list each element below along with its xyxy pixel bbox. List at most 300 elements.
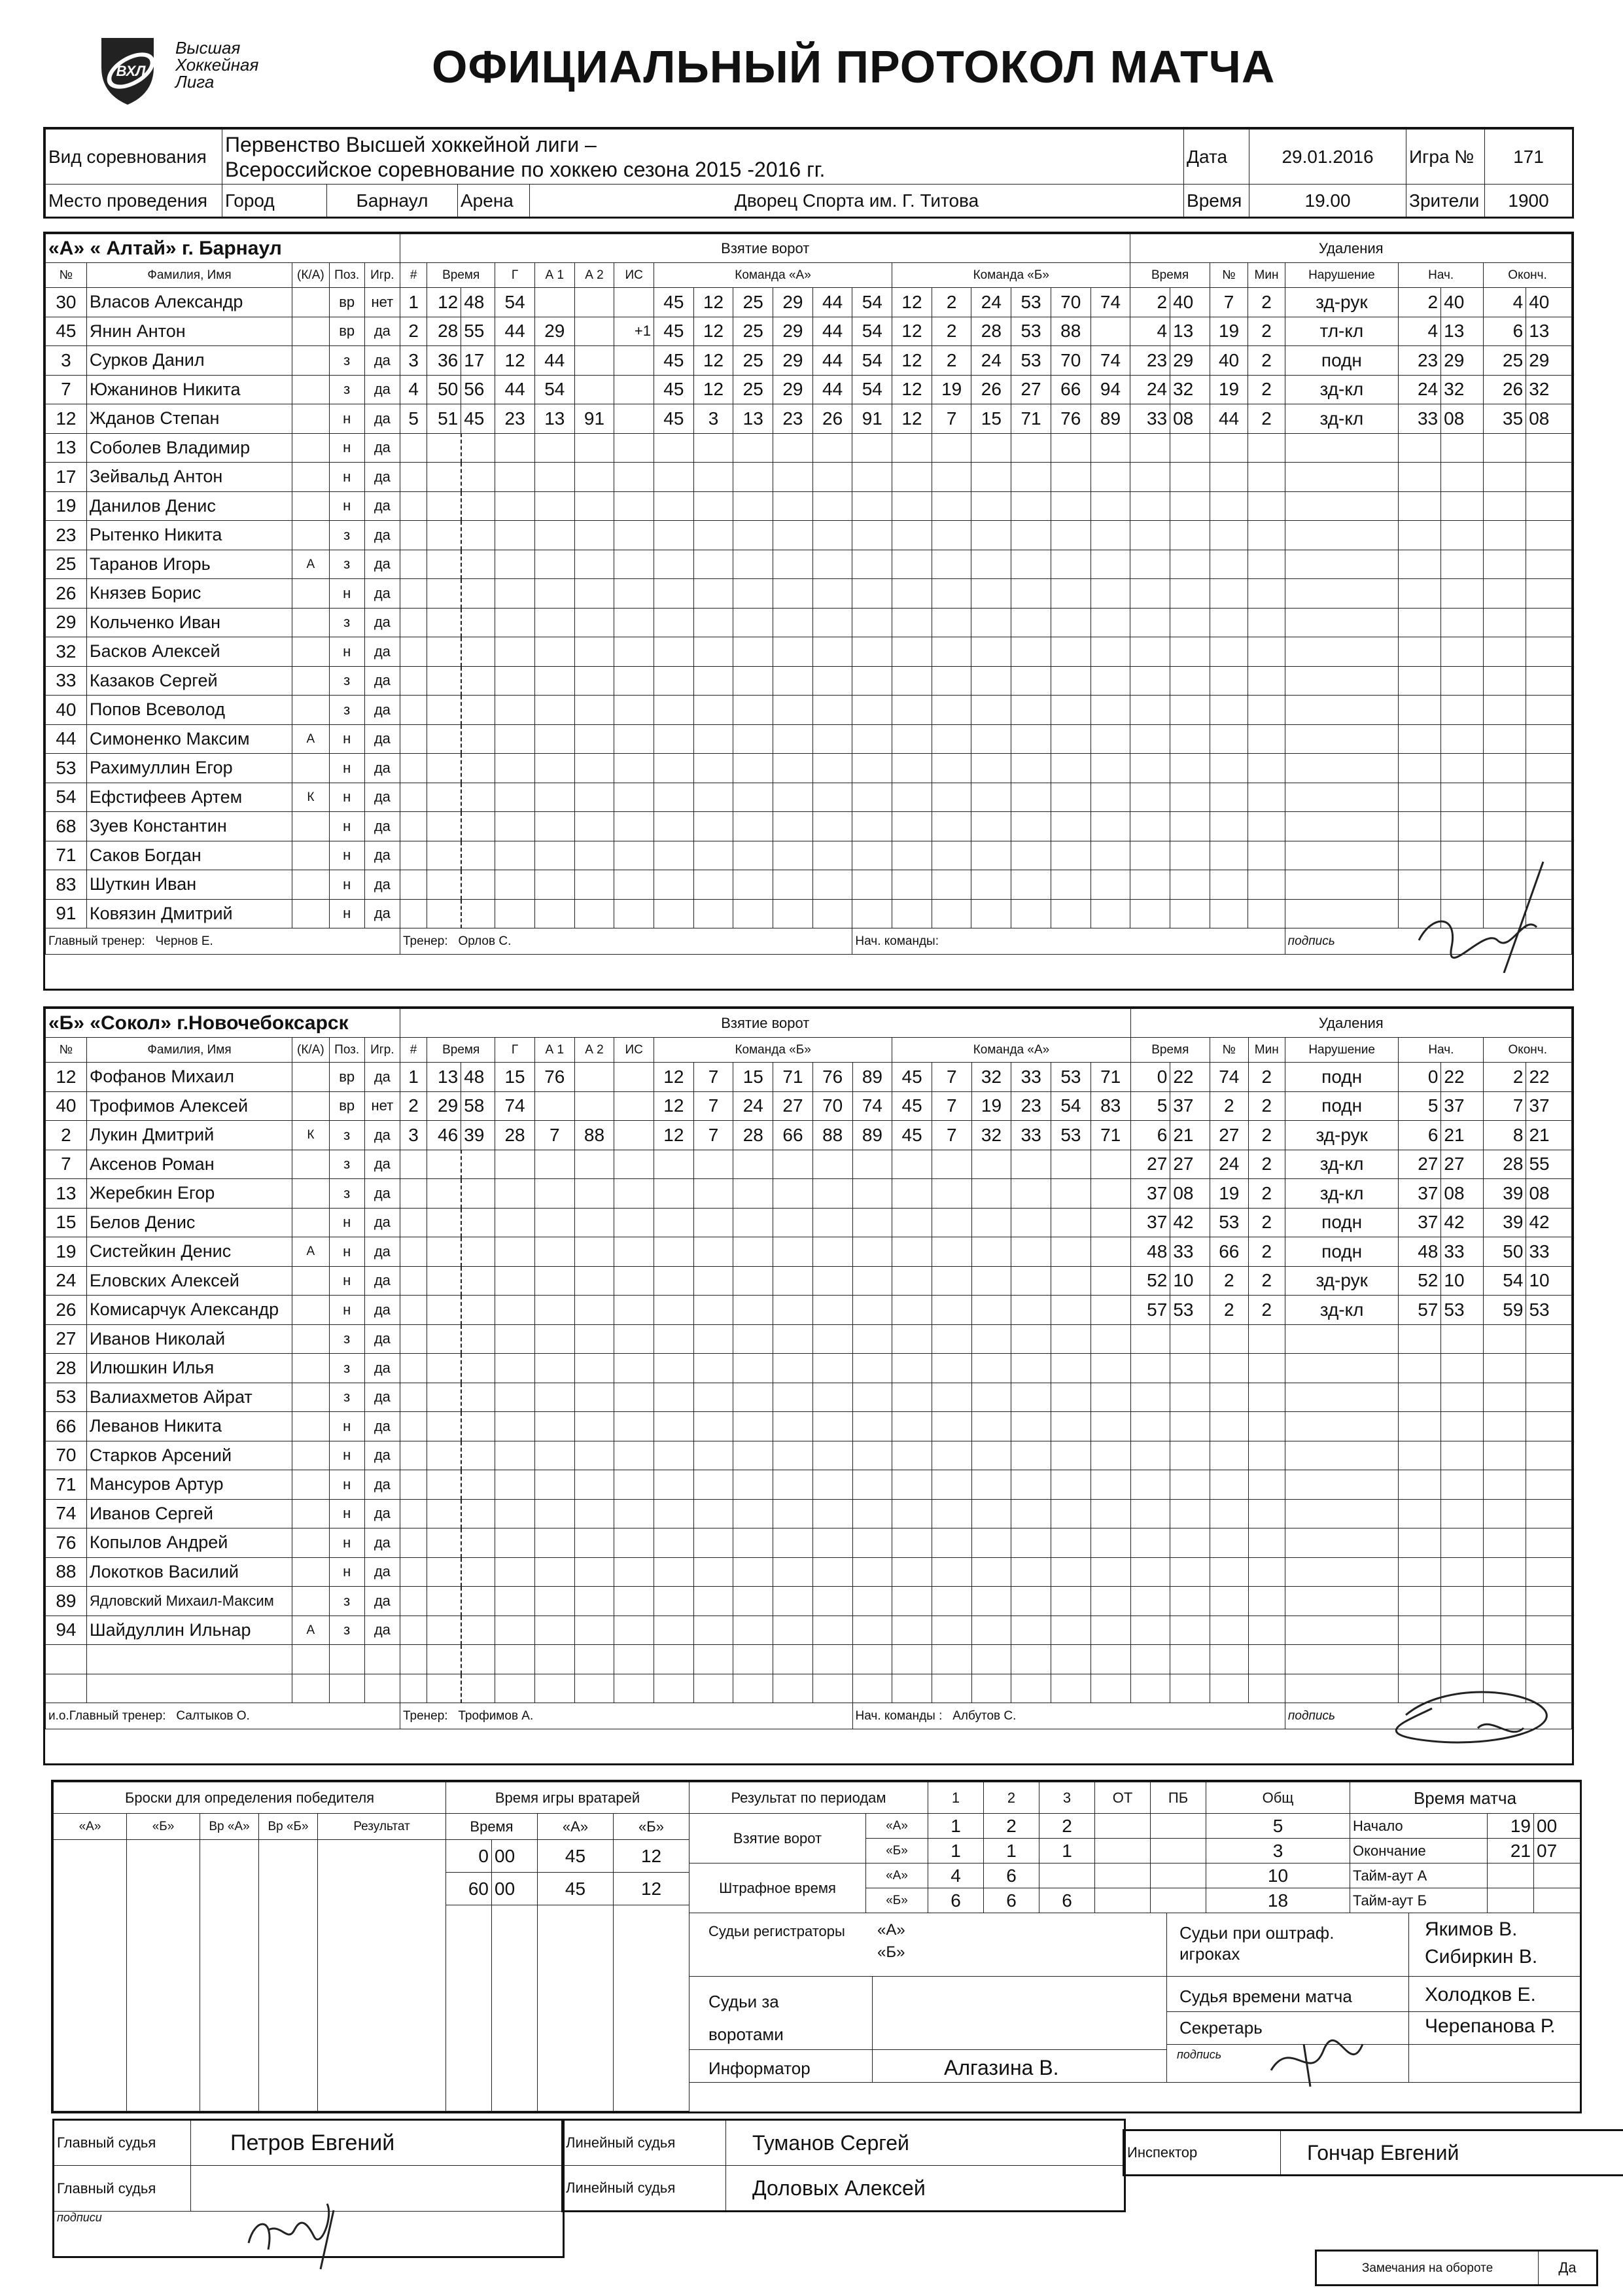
goal-own-on-ice: 44 xyxy=(812,317,852,346)
penalty-start-min: 2 xyxy=(1399,288,1441,317)
player-played: да xyxy=(364,1121,400,1150)
player-played: да xyxy=(364,754,400,783)
goal-situation xyxy=(614,1063,654,1092)
player-number: 88 xyxy=(46,1557,87,1587)
player-played: да xyxy=(364,666,400,696)
player-played: да xyxy=(364,1441,400,1470)
teamB-col-ptime: Время xyxy=(1130,1038,1210,1063)
match-start-label: Начало xyxy=(1350,1814,1488,1839)
player-name: Сурков Данил xyxy=(86,346,292,376)
penalty-player: 44 xyxy=(1210,404,1248,434)
penalty-start-sec: 33 xyxy=(1441,1237,1484,1267)
match-time-table xyxy=(1350,1782,1580,1913)
goal-own-on-ice: 54 xyxy=(852,346,892,376)
goal-opp-on-ice: 19 xyxy=(932,375,971,404)
penalty-violation: подн xyxy=(1285,1237,1398,1267)
teamA-coach: Тренер: Орлов С. xyxy=(400,928,852,955)
teamB-col-own: Команда «Б» xyxy=(654,1038,892,1063)
goal-scorer: 74 xyxy=(495,1091,535,1121)
player-number: 24 xyxy=(46,1266,87,1296)
goal-scorer: 23 xyxy=(495,404,535,434)
player-played: да xyxy=(364,1587,400,1616)
spectators-value: 1900 xyxy=(1485,185,1573,217)
player-position: н xyxy=(329,1412,364,1441)
penalty-start-min: 23 xyxy=(1399,346,1441,376)
penalty-player: 66 xyxy=(1210,1237,1249,1267)
goal-opp-on-ice: 71 xyxy=(1011,404,1051,434)
player-role xyxy=(292,841,329,870)
goal-assist-1: 13 xyxy=(534,404,574,434)
player-role xyxy=(292,491,329,521)
ref1-label: Главный судья xyxy=(54,2120,191,2166)
penalty-end-sec: 08 xyxy=(1526,1179,1572,1209)
teamA-signature-icon xyxy=(1393,842,1563,973)
player-number: 76 xyxy=(46,1528,87,1558)
penalty-end-sec: 42 xyxy=(1526,1208,1572,1237)
goal-opp-on-ice: 88 xyxy=(1051,317,1091,346)
goal-opp-on-ice: 83 xyxy=(1091,1091,1130,1121)
player-position: з xyxy=(329,346,364,376)
player-name: Аксенов Роман xyxy=(86,1150,292,1179)
player-name: Симоненко Максим xyxy=(86,724,292,754)
player-role: А xyxy=(292,724,329,754)
goal-own-on-ice: 7 xyxy=(693,1091,733,1121)
player-role xyxy=(292,1528,329,1558)
goal-min: 12 xyxy=(427,288,461,317)
player-role xyxy=(292,1324,329,1354)
goal-own-on-ice: 29 xyxy=(773,346,813,376)
penalty-minutes: 2 xyxy=(1248,1296,1285,1325)
goalie-row-1-sec: 00 xyxy=(492,1840,538,1873)
goal-own-on-ice: 28 xyxy=(733,1121,773,1150)
goal-situation xyxy=(614,346,654,376)
player-number: 12 xyxy=(46,404,87,434)
player-position: н xyxy=(329,1470,364,1500)
goal-scorer: 28 xyxy=(495,1121,535,1150)
penalty-player: 53 xyxy=(1210,1208,1249,1237)
player-name: Зейвальд Антон xyxy=(86,463,292,492)
time-value: 19.00 xyxy=(1249,185,1406,217)
goal-own-on-ice: 26 xyxy=(812,404,852,434)
goal-opp-on-ice: 12 xyxy=(892,317,932,346)
pim-b-p1: 6 xyxy=(928,1888,984,1913)
teamA-col-end: Оконч. xyxy=(1484,263,1572,288)
goalie-col-time: Время xyxy=(446,1814,538,1840)
goal-own-on-ice: 54 xyxy=(852,317,892,346)
player-position: н xyxy=(329,1528,364,1558)
player-number: 17 xyxy=(46,463,87,492)
player-name: Комисарчук Александр xyxy=(86,1296,292,1325)
match-header xyxy=(43,127,1574,219)
player-name: Зуев Константин xyxy=(86,812,292,841)
player-name: Старков Арсений xyxy=(86,1441,292,1470)
player-name: Локотков Василий xyxy=(86,1557,292,1587)
pim-b-p2: 6 xyxy=(984,1888,1039,1913)
player-played: да xyxy=(364,1266,400,1296)
penalty-sec: 40 xyxy=(1170,288,1210,317)
penalty-start-min: 27 xyxy=(1399,1150,1441,1179)
competition-label: Вид соревнования xyxy=(46,130,222,185)
goal-min: 51 xyxy=(427,404,461,434)
penalty-end-sec: 29 xyxy=(1526,346,1572,376)
penalty-end-sec: 13 xyxy=(1526,317,1572,346)
player-role: К xyxy=(292,1121,329,1150)
penalty-box-judge-1: Якимов В. xyxy=(1425,1918,1518,1940)
goal-opp-on-ice: 12 xyxy=(892,346,932,376)
goal-assist-1 xyxy=(534,288,574,317)
goal-sec: 56 xyxy=(461,375,495,404)
teamA-col-own: Команда «А» xyxy=(654,263,892,288)
teamB-scoring-title: Взятие ворот xyxy=(400,1009,1130,1038)
teamA-penalties-title: Удаления xyxy=(1130,234,1572,263)
penalty-end-min: 7 xyxy=(1484,1091,1526,1121)
penalty-minutes: 2 xyxy=(1248,317,1285,346)
player-played: да xyxy=(364,317,400,346)
penalty-end-min: 26 xyxy=(1484,375,1526,404)
goal-opp-on-ice: 23 xyxy=(1011,1091,1051,1121)
goal-scorer: 44 xyxy=(495,375,535,404)
penalty-end-sec: 55 xyxy=(1526,1150,1572,1179)
player-role xyxy=(292,899,329,928)
player-number: 28 xyxy=(46,1354,87,1383)
penalty-violation: зд-рук xyxy=(1285,1121,1398,1150)
penalty-start-sec: 10 xyxy=(1441,1266,1484,1296)
player-name: Трофимов Алексей xyxy=(86,1091,292,1121)
penalty-min: 33 xyxy=(1130,404,1170,434)
player-name: Жеребкин Егор xyxy=(86,1179,292,1209)
player-position: н xyxy=(329,812,364,841)
shootout-col-result: Результат xyxy=(318,1814,446,1840)
player-role xyxy=(292,1412,329,1441)
teamB-col-pnum: № xyxy=(1210,1038,1249,1063)
shootout-col-a: «А» xyxy=(54,1814,127,1840)
penalty-end-min: 4 xyxy=(1484,288,1526,317)
player-role xyxy=(292,521,329,550)
penalty-player: 40 xyxy=(1210,346,1248,376)
goal-number: 1 xyxy=(400,1063,427,1092)
goal-own-on-ice: 76 xyxy=(812,1063,852,1092)
player-name: Янин Антон xyxy=(86,317,292,346)
goal-own-on-ice: 29 xyxy=(773,375,813,404)
player-played: да xyxy=(364,870,400,900)
penalty-sec: 37 xyxy=(1170,1091,1210,1121)
player-position: з xyxy=(329,375,364,404)
goals-b-p1: 1 xyxy=(928,1839,984,1863)
player-position: н xyxy=(329,463,364,492)
penalty-violation: зд-рук xyxy=(1285,288,1398,317)
goal-opp-on-ice: 24 xyxy=(971,288,1011,317)
penalty-start-min: 6 xyxy=(1399,1121,1441,1150)
player-role xyxy=(292,666,329,696)
penalty-start-min: 24 xyxy=(1399,375,1441,404)
scorers-a-label: «А» xyxy=(877,1921,905,1939)
player-played: да xyxy=(364,1616,400,1645)
player-name: Рытенко Никита xyxy=(86,521,292,550)
player-role xyxy=(292,812,329,841)
teamA-col-ka: (К/А) xyxy=(292,263,329,288)
goal-opp-on-ice: 53 xyxy=(1051,1121,1091,1150)
goal-opp-on-ice: 15 xyxy=(971,404,1011,434)
penalty-sec: 08 xyxy=(1170,1179,1210,1209)
goal-own-on-ice: 12 xyxy=(693,317,733,346)
player-played: да xyxy=(364,899,400,928)
goal-own-on-ice: 66 xyxy=(773,1121,813,1150)
penalty-end-sec: 53 xyxy=(1526,1296,1572,1325)
goalie-time-table xyxy=(445,1782,689,2111)
match-end-label: Окончание xyxy=(1350,1839,1488,1863)
player-role xyxy=(292,463,329,492)
player-played: да xyxy=(364,1063,400,1092)
player-number: 70 xyxy=(46,1441,87,1470)
goalie-col-b: «Б» xyxy=(614,1814,689,1840)
periods-col-total: Общ xyxy=(1206,1782,1350,1814)
player-role xyxy=(292,1296,329,1325)
player-number: 45 xyxy=(46,317,87,346)
player-role xyxy=(292,1587,329,1616)
goalie-row-2-min: 60 xyxy=(446,1873,492,1905)
teamB-team-chief: Нач. команды : Албутов С. xyxy=(852,1703,1285,1729)
goal-own-on-ice: 44 xyxy=(812,346,852,376)
player-played: да xyxy=(364,463,400,492)
goal-opp-on-ice: 45 xyxy=(892,1063,932,1092)
player-number: 40 xyxy=(46,1091,87,1121)
player-position: н xyxy=(329,579,364,609)
goal-own-on-ice: 12 xyxy=(654,1091,694,1121)
goalie-row-2-sec: 00 xyxy=(492,1873,538,1905)
penalty-start-min: 48 xyxy=(1399,1237,1441,1267)
player-position: н xyxy=(329,404,364,434)
penalty-start-sec: 29 xyxy=(1441,346,1484,376)
player-position: вр xyxy=(329,288,364,317)
ref2-label: Главный судья xyxy=(54,2166,191,2212)
player-position: н xyxy=(329,1441,364,1470)
arena-label: Арена xyxy=(458,185,530,217)
goal-own-on-ice: 24 xyxy=(733,1091,773,1121)
goal-opp-on-ice: 12 xyxy=(892,375,932,404)
player-name: Басков Алексей xyxy=(86,637,292,667)
player-number: 26 xyxy=(46,579,87,609)
notes-value: Да xyxy=(1539,2251,1597,2286)
goal-opp-on-ice: 26 xyxy=(971,375,1011,404)
player-played: да xyxy=(364,696,400,725)
goal-opp-on-ice: 7 xyxy=(932,404,971,434)
teamA-col-gnum: # xyxy=(400,263,427,288)
teamA-sign-label: подпись xyxy=(1285,928,1571,955)
referee-signature-icon xyxy=(236,2191,353,2276)
teamB-col-pmin: Мин xyxy=(1248,1038,1285,1063)
teamB-col-time: Время xyxy=(427,1038,495,1063)
player-number: 94 xyxy=(46,1616,87,1645)
penalty-violation: подн xyxy=(1285,1208,1398,1237)
player-number: 71 xyxy=(46,1470,87,1500)
goal-own-on-ice: 12 xyxy=(693,346,733,376)
penalty-player: 74 xyxy=(1210,1063,1249,1092)
scorers-label: Судьи регистраторы xyxy=(708,1923,845,1939)
goal-opp-on-ice xyxy=(1091,317,1130,346)
player-position: н xyxy=(329,870,364,900)
goal-number: 3 xyxy=(400,1121,427,1150)
teamB-col-played: Игр. xyxy=(364,1038,400,1063)
player-number: 71 xyxy=(46,841,87,870)
player-position: з xyxy=(329,608,364,637)
goal-own-on-ice: 12 xyxy=(654,1121,694,1150)
goal-sec: 45 xyxy=(461,404,495,434)
goal-opp-on-ice: 28 xyxy=(971,317,1011,346)
goals-b-ot xyxy=(1095,1839,1151,1863)
teamA-col-ptime: Время xyxy=(1130,263,1210,288)
scorers-b-label: «Б» xyxy=(877,1943,905,1961)
goal-min: 13 xyxy=(427,1063,461,1092)
teamA-col-opp: Команда «Б» xyxy=(892,263,1130,288)
date-value: 29.01.2016 xyxy=(1249,130,1406,185)
player-name: Саков Богдан xyxy=(86,841,292,870)
player-played: да xyxy=(364,1324,400,1354)
goalie-row-2-a: 45 xyxy=(538,1873,614,1905)
periods-pim-team-b: «Б» xyxy=(866,1888,928,1913)
goal-opp-on-ice: 7 xyxy=(932,1063,971,1092)
goal-scorer: 12 xyxy=(495,346,535,376)
teamA-col-pnum: № xyxy=(1210,263,1248,288)
penalty-min: 23 xyxy=(1130,346,1170,376)
goal-opp-on-ice: 53 xyxy=(1011,288,1051,317)
periods-pim-team-a: «А» xyxy=(866,1863,928,1888)
logo-line-3: Лига xyxy=(175,72,215,92)
penalty-sec: 22 xyxy=(1170,1063,1210,1092)
player-name: Мансуров Артур xyxy=(86,1470,292,1500)
team-b-section xyxy=(43,1006,1574,1765)
player-number: 19 xyxy=(46,491,87,521)
periods-col-so: ПБ xyxy=(1151,1782,1206,1814)
player-number: 23 xyxy=(46,521,87,550)
goal-own-on-ice: 89 xyxy=(852,1121,892,1150)
player-played: да xyxy=(364,1499,400,1528)
player-name: Попов Всеволод xyxy=(86,696,292,725)
penalty-end-sec: 10 xyxy=(1526,1266,1572,1296)
goal-scorer: 15 xyxy=(495,1063,535,1092)
penalty-end-min: 59 xyxy=(1484,1296,1526,1325)
secretary-value: Черепанова Р. xyxy=(1425,2015,1556,2037)
player-number: 53 xyxy=(46,754,87,783)
goal-assist-1: 54 xyxy=(534,375,574,404)
penalty-start-sec: 21 xyxy=(1441,1121,1484,1150)
penalty-min: 2 xyxy=(1130,288,1170,317)
player-role xyxy=(292,1063,329,1092)
player-position: н xyxy=(329,433,364,463)
player-name: Соболев Владимир xyxy=(86,433,292,463)
goal-opp-on-ice: 53 xyxy=(1051,1063,1091,1092)
goal-own-on-ice: 25 xyxy=(733,346,773,376)
penalty-start-min: 37 xyxy=(1399,1179,1441,1209)
goal-number: 2 xyxy=(400,1091,427,1121)
player-position: з xyxy=(329,1616,364,1645)
goal-assist-2 xyxy=(574,1063,614,1092)
penalty-end-min: 39 xyxy=(1484,1179,1526,1209)
timekeeper-label: Судья времени матча xyxy=(1179,1987,1352,2006)
goals-a-p3: 2 xyxy=(1039,1814,1095,1839)
goal-own-on-ice: 12 xyxy=(693,375,733,404)
shootout-table xyxy=(53,1782,446,2111)
penalty-sec: 13 xyxy=(1170,317,1210,346)
goal-own-on-ice: 12 xyxy=(693,288,733,317)
goal-min: 29 xyxy=(427,1091,461,1121)
goal-sec: 48 xyxy=(461,288,495,317)
player-name: Леванов Никита xyxy=(86,1412,292,1441)
teamA-col-start: Нач. xyxy=(1399,263,1484,288)
goal-min: 50 xyxy=(427,375,461,404)
penalty-box-judge-2: Сибиркин В. xyxy=(1425,1946,1538,1968)
player-role xyxy=(292,1557,329,1587)
teamB-col-num: № xyxy=(46,1038,87,1063)
penalty-start-min: 4 xyxy=(1399,317,1441,346)
goal-own-on-ice: 25 xyxy=(733,288,773,317)
player-played: да xyxy=(364,346,400,376)
goal-own-on-ice: 54 xyxy=(852,288,892,317)
player-position: н xyxy=(329,899,364,928)
shootout-title: Броски для определения победителя xyxy=(54,1782,446,1814)
timekeeper-value: Холодков Е. xyxy=(1425,1984,1536,2005)
competition-value: Первенство Высшей хоккейной лиги – Всероссийское соревнование по хоккею сезона 2015 -2016 гг. xyxy=(222,130,1184,185)
player-role: А xyxy=(292,1237,329,1267)
penalty-min: 37 xyxy=(1130,1179,1170,1209)
player-number: 44 xyxy=(46,724,87,754)
goal-own-on-ice: 45 xyxy=(654,375,693,404)
player-number: 29 xyxy=(46,608,87,637)
periods-pim-label: Штрафное время xyxy=(689,1863,866,1913)
penalty-end-sec: 08 xyxy=(1526,404,1572,434)
penalty-violation: зд-кл xyxy=(1285,375,1398,404)
penalty-start-sec: 32 xyxy=(1441,375,1484,404)
player-played: да xyxy=(364,1237,400,1267)
penalty-box-judges-label: Судьи при оштраф. игроках xyxy=(1179,1923,1335,1964)
penalty-start-min: 37 xyxy=(1399,1208,1441,1237)
goal-number: 5 xyxy=(400,404,427,434)
player-role xyxy=(292,1383,329,1412)
goal-scorer: 44 xyxy=(495,317,535,346)
game-value: 171 xyxy=(1485,130,1573,185)
penalty-min: 24 xyxy=(1130,375,1170,404)
penalty-start-min: 33 xyxy=(1399,404,1441,434)
teamB-col-end: Оконч. xyxy=(1484,1038,1572,1063)
goal-opp-on-ice: 76 xyxy=(1051,404,1091,434)
player-role xyxy=(292,696,329,725)
player-played: да xyxy=(364,404,400,434)
pim-b-so xyxy=(1151,1888,1206,1913)
player-name: Еловских Алексей xyxy=(86,1266,292,1296)
goal-assist-2 xyxy=(574,1091,614,1121)
player-position: з xyxy=(329,1324,364,1354)
linesman1-value: Туманов Сергей xyxy=(726,2120,1125,2166)
player-role xyxy=(292,404,329,434)
player-role xyxy=(292,1091,329,1121)
spectators-label: Зрители xyxy=(1406,185,1485,217)
teamA-col-violation: Нарушение xyxy=(1285,263,1398,288)
goal-assist-1 xyxy=(534,1091,574,1121)
penalty-end-sec: 37 xyxy=(1526,1091,1572,1121)
player-name: Данилов Денис xyxy=(86,491,292,521)
player-played: да xyxy=(364,1150,400,1179)
penalty-sec: 29 xyxy=(1170,346,1210,376)
goal-sec: 55 xyxy=(461,317,495,346)
player-role: К xyxy=(292,783,329,812)
goal-own-on-ice: 3 xyxy=(693,404,733,434)
goal-opp-on-ice: 2 xyxy=(932,346,971,376)
linesman2-value: Доловых Алексей xyxy=(726,2166,1125,2212)
player-number: 19 xyxy=(46,1237,87,1267)
goal-opp-on-ice: 27 xyxy=(1011,375,1051,404)
goal-situation xyxy=(614,288,654,317)
penalty-violation: зд-кл xyxy=(1285,1150,1398,1179)
penalty-end-min: 54 xyxy=(1484,1266,1526,1296)
